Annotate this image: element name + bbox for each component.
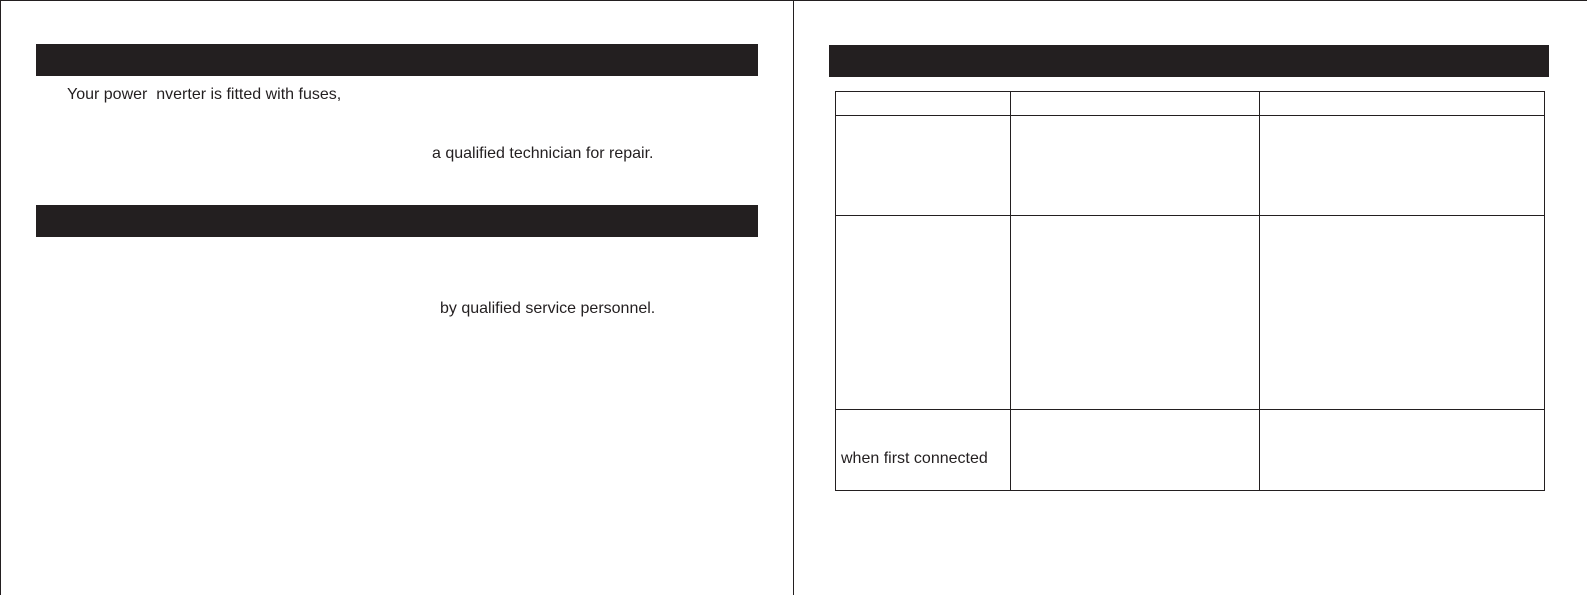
table-cell [836, 410, 1011, 491]
table-cell [1260, 116, 1545, 216]
service-personnel-text: by qualified service personnel. [440, 300, 656, 317]
table-cell [1011, 92, 1260, 116]
table-cell [1011, 216, 1260, 410]
technician-text: a qualified technician for repair. [432, 145, 654, 162]
table-cell [1011, 116, 1260, 216]
troubleshooting-header-bar [829, 45, 1549, 77]
table-cell [1260, 410, 1545, 491]
table-cell [1260, 92, 1545, 116]
first-connected-text: when first connected [841, 450, 988, 467]
table-cell [836, 92, 1011, 116]
table-cell [836, 116, 1011, 216]
troubleshooting-table [835, 91, 1545, 491]
fuse-section-header-bar [36, 44, 758, 76]
table-cell [1260, 216, 1545, 410]
table-row [836, 216, 1545, 410]
table-cell [836, 216, 1011, 410]
table-cell [1011, 410, 1260, 491]
table-row [836, 410, 1545, 491]
fuse-intro-text: Your power nverter is fitted with fuses, [67, 86, 342, 103]
table-row [836, 116, 1545, 216]
service-section-header-bar [36, 205, 758, 237]
table-header-row [836, 92, 1545, 116]
